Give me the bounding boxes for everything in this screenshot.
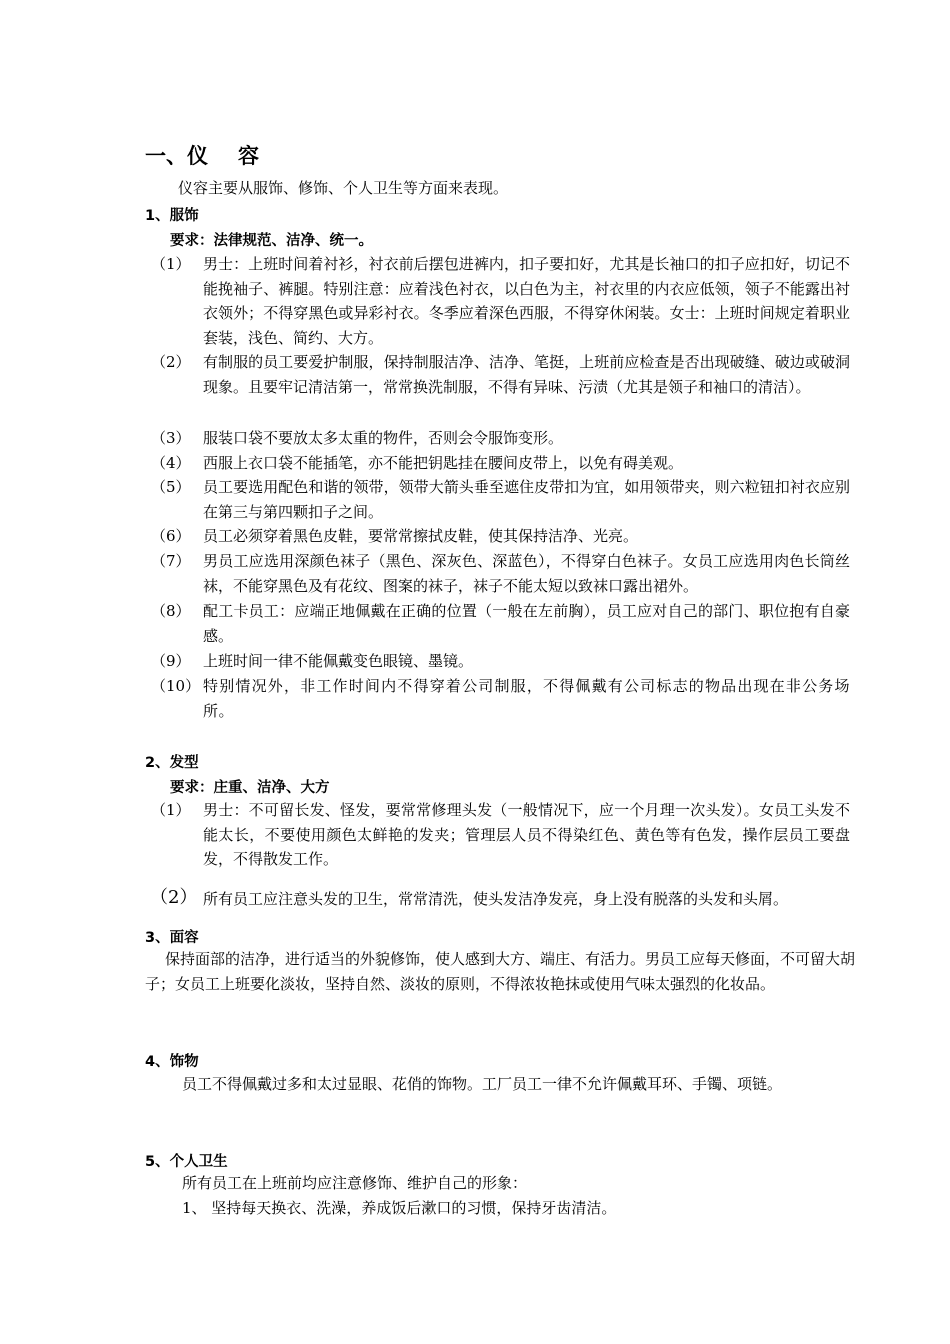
section-body-hygiene: 所有员工在上班前均应注意修饰、维护自己的形象： [182,1174,528,1192]
list-item: （3） 服装口袋不要放太多太重的物件，否则会令服饰变形。 [151,429,564,447]
section-body-accessories: 员工不得佩戴过多和太过显眼、花俏的饰物。工厂员工一律不允许佩戴耳环、手镯、项链。 [182,1075,783,1093]
list-item: （2） 有制服的员工要爱护制服，保持制服洁净、洁净、笔挺，上班前应检查是否出现破缝、破边或破洞现象。且要牢记清洁第一，常常换洗制服，不得有异味、污渍（尤其是领子和袖口的清洁）。 [151,353,850,396]
list-item: （8） 配工卡员工：应端正地佩戴在正确的位置（一般在左前胸），员工应对自己的部门、职位抱有自豪感。 [151,602,850,645]
list-item: （4） 西服上衣口袋不能插笔，亦不能把钥匙挂在腰间皮带上，以免有碍美观。 [151,454,684,472]
section-title-accessories: 4、饰物 [145,1054,199,1070]
hygiene-sub-item: 1、 坚持每天换衣、洗澡，养成饭后漱口的习惯，保持牙齿清洁。 [182,1199,617,1217]
list-item: （1） 男士：不可留长发、怪发，要常常修理头发（一般情况下，应一个月理一次头发）。女员工头发不能太长，不要使用颜色太鲜艳的发夹；管理层人员不得染红色、黄色等有色发，操作层员工要盘发，不得散发工作。 [151,801,850,868]
section-title-face: 3、面容 [145,930,199,946]
section-title-clothing: 1、服饰 [145,208,199,224]
section-requirement-hairstyle: 要求：庄重、洁净、大方 [170,780,330,796]
section-title-hygiene: 5、个人卫生 [145,1154,228,1170]
list-item: （10） 特别情况外，非工作时间内不得穿着公司制服，不得佩戴有公司标志的物品出现在非公务场所。 [151,677,850,720]
section-title-hairstyle: 2、发型 [145,755,199,771]
page-title: 一、仪 容 [145,144,259,168]
list-item: （7） 男员工应选用深颜色袜子（黑色、深灰色、深蓝色），不得穿白色袜子。女员工应选用肉色长筒丝袜，不能穿黑色及有花纹、图案的袜子，袜子不能太短以致袜口露出裙外。 [151,552,850,595]
section-body-face: 保持面部的洁净，进行适当的外貌修饰，使人感到大方、端庄、有活力。男员工应每天修面，不可留大胡子；女员工上班要化淡妆，坚持自然、淡妆的原则，不得浓妆艳抹或使用气味太强烈的化妆品。 [145,950,856,993]
list-item: （1） 男士：上班时间着衬衫，衬衣前后摆包进裤内，扣子要扣好，尤其是长袖口的扣子应扣好，切记不能挽袖子、裤腿。特别注意：应着浅色衬衣，以白色为主，衬衣里的内衣应低领，领子不能露出衬衣领外；不得穿黑色或异彩衬衣。冬季应着深色西服，不得穿休闲装。女士：上班时间规定着职业套装，浅色、简约、大方。 [151,255,850,347]
list-item: （9） 上班时间一律不能佩戴变色眼镜、墨镜。 [151,652,474,670]
list-item: （5） 员工要选用配色和谐的领带，领带大箭头垂至遮住皮带扣为宜，如用领带夹，则六粒钮扣衬衣应别在第三与第四颗扣子之间。 [151,478,850,521]
intro-text: 仪容主要从服饰、修饰、个人卫生等方面来表现。 [178,179,509,197]
list-item: （2） 所有员工应注意头发的卫生，常常清洗，使头发洁净发亮，身上没有脱落的头发和头屑。 [150,887,789,908]
section-requirement-clothing: 要求：法律规范、洁净、统一。 [170,233,373,249]
list-item: （6） 员工必须穿着黑色皮鞋，要常常擦拭皮鞋，使其保持洁净、光亮。 [151,527,639,545]
